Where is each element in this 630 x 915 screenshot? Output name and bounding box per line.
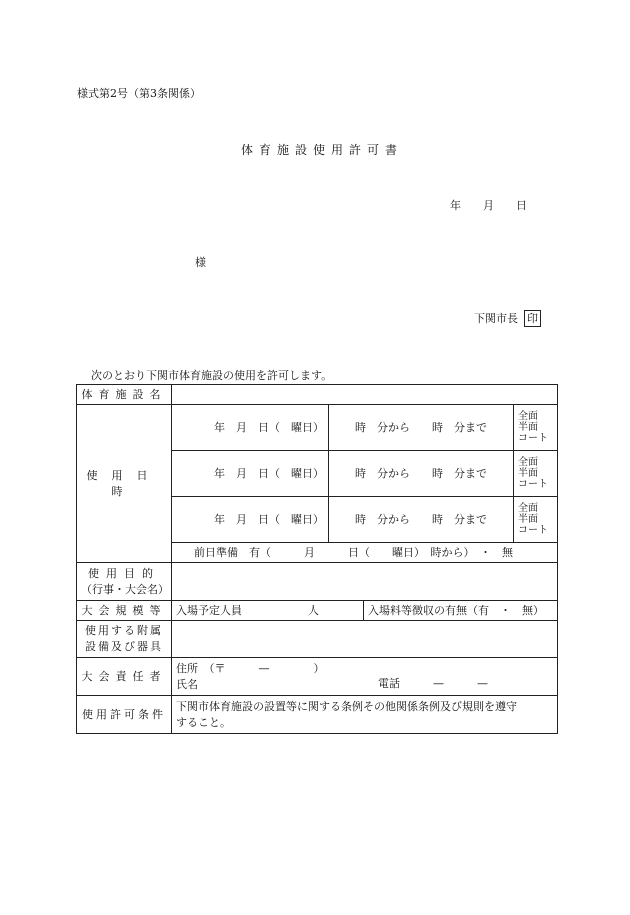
intro-text: 次のとおり下関市体育施設の使用を許可します。 <box>91 369 333 382</box>
manager-address: 住所 （〒 — ） <box>176 661 325 675</box>
purpose-label <box>77 563 172 601</box>
usage-row-1 <box>77 405 558 451</box>
facility-name-row <box>77 385 558 405</box>
permit-form-table <box>76 384 558 734</box>
court-option-full: 全面 <box>518 457 538 468</box>
purpose-label-line-1: 使用目的 <box>88 566 160 580</box>
expected-attendance-field[interactable]: 入場予定人員 人 <box>172 601 364 621</box>
court-option-full: 全面 <box>518 411 538 422</box>
conditions-text <box>172 696 558 734</box>
admission-fee-field[interactable]: 入場料等徴収の有無（有 ・ 無） <box>364 601 558 621</box>
court-option-full: 全面 <box>518 503 538 514</box>
addressee-suffix: 様 <box>195 256 206 269</box>
purpose-label-line-2: （行事・大会名） <box>81 582 169 596</box>
usage-time-field-2[interactable]: 時 分から 時 分まで <box>329 451 514 497</box>
manager-field[interactable] <box>172 658 558 696</box>
purpose-row <box>77 563 558 601</box>
prep-day-field[interactable]: 前日準備 有（ 月 日（ 曜日） 時から） ・ 無 <box>172 543 558 563</box>
official-seal-mark: 印 <box>524 310 541 327</box>
document-title: 体育施設使用許可書 <box>241 143 404 157</box>
court-choice-2[interactable] <box>514 451 558 497</box>
form-number: 様式第2号（第3条関係） <box>77 87 201 100</box>
issuer-name: 下関市長 <box>474 312 518 325</box>
manager-label: 大会責任者 <box>77 658 172 696</box>
equipment-label <box>77 621 172 658</box>
manager-phone: 電話 — — <box>378 677 488 690</box>
manager-name-label: 氏名 <box>176 677 198 691</box>
court-label: コート <box>518 433 548 444</box>
usage-date-field-2[interactable]: 年 月 日（ 曜日） <box>172 451 329 497</box>
scale-row <box>77 601 558 621</box>
usage-date-field-3[interactable]: 年 月 日（ 曜日） <box>172 497 329 543</box>
manager-name-phone <box>176 677 553 693</box>
court-label: コート <box>518 479 548 490</box>
equipment-label-line-2: 設備及び器具 <box>85 640 163 653</box>
scale-label: 大会規模等 <box>77 601 172 621</box>
equipment-row <box>77 621 558 658</box>
court-option-half: 半面 <box>518 422 538 433</box>
usage-time-field-3[interactable]: 時 分から 時 分まで <box>329 497 514 543</box>
court-choice-1[interactable] <box>514 405 558 451</box>
facility-name-label: 体育施設名 <box>77 385 172 405</box>
usage-date-field-1[interactable]: 年 月 日（ 曜日） <box>172 405 329 451</box>
court-option-half: 半面 <box>518 468 538 479</box>
conditions-label: 使用許可条件 <box>77 696 172 734</box>
facility-name-field[interactable] <box>172 385 558 405</box>
conditions-text-line-2: すること。 <box>176 715 231 729</box>
manager-row <box>77 658 558 696</box>
court-option-half: 半面 <box>518 514 538 525</box>
issuer-block <box>474 310 541 327</box>
equipment-field[interactable] <box>172 621 558 658</box>
purpose-field[interactable] <box>172 563 558 601</box>
court-choice-3[interactable] <box>514 497 558 543</box>
equipment-label-line-1: 使用する附属 <box>85 624 163 637</box>
usage-datetime-label: 使用日時 <box>77 405 172 563</box>
court-label: コート <box>518 525 548 536</box>
issue-date-line: 年 月 日 <box>450 199 527 212</box>
conditions-row <box>77 696 558 734</box>
conditions-text-line-1: 下関市体育施設の設置等に関する条例その他関係条例及び規則を遵守 <box>176 699 517 713</box>
usage-time-field-1[interactable]: 時 分から 時 分まで <box>329 405 514 451</box>
